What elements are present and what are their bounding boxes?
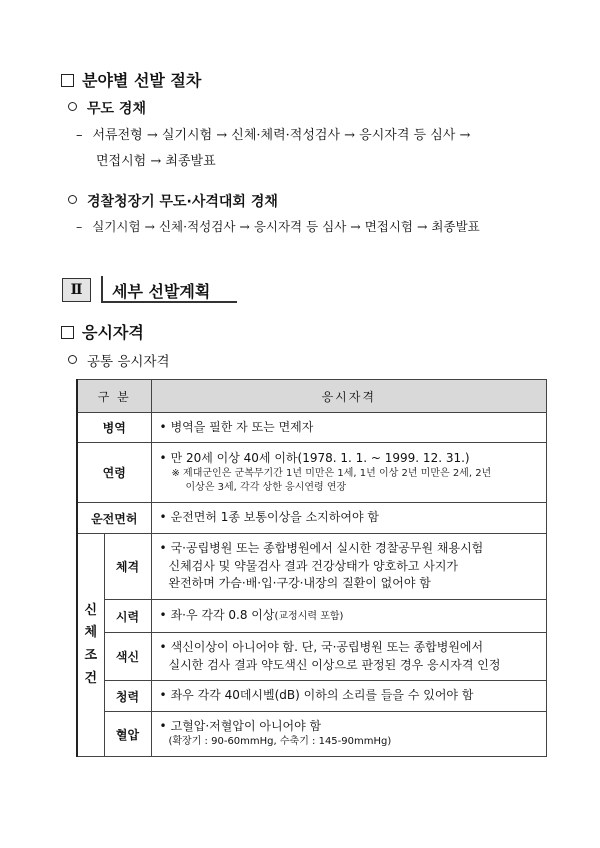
qualification-table <box>76 379 547 757</box>
subheading-common-qualification: 공통 응시자격 <box>68 350 170 370</box>
subheading-police-chief: 경찰청장기 무도·사격대회 경채 <box>68 191 278 211</box>
martial-flow-line1: – 서류전형 → 실기시험 → 신체·체력·적성검사 → 응시자격 등 심사 → <box>76 128 471 143</box>
row-label-military: 병역 <box>77 413 151 443</box>
table-row <box>77 681 547 712</box>
dash-bullet-icon: – <box>76 219 83 234</box>
section-heading-qualification: 응시자격 <box>61 320 144 343</box>
table-row <box>77 413 547 443</box>
police-chief-flow: – 실기시험 → 신체·적성검사 → 응시자격 등 심사 → 면접시험 → 최종발표 <box>76 219 480 234</box>
square-bullet-icon <box>61 74 74 87</box>
row-label-physique: 체격 <box>104 534 151 600</box>
section-title: 세부 선발계획 <box>112 282 211 301</box>
subheading-martial: 무도 경채 <box>68 98 146 118</box>
row-content-age: • 만 20세 이상 40세 이하(1978. 1. 1. ~ 1999. 12. 31.) ※ 제대군인은 군복무기간 1년 미만은 1세, 1년 이상 2년 미만은 2세, 2년 이상은 3세, 각각 상한 응시연령 연장 <box>151 443 547 503</box>
row-label-hearing: 청력 <box>104 681 151 712</box>
row-content-physique: • 국·공립병원 또는 종합병원에서 실시한 경찰공무원 채용시험 신체검사 및 약물검사 결과 건강상태가 양호하고 사지가 완전하며 가슴·배·입·구강·내장의 질환이 없어야 함 <box>151 534 547 600</box>
section-title-underline <box>101 301 237 303</box>
table-row <box>77 600 547 633</box>
table-row <box>77 534 547 600</box>
row-label-blood: 혈압 <box>104 712 151 757</box>
circle-bullet-icon <box>68 355 77 364</box>
row-label-license: 운전면허 <box>77 503 151 534</box>
section-number-badge: Ⅱ <box>62 278 91 302</box>
row-label-color: 색신 <box>104 633 151 681</box>
table-row <box>77 503 547 534</box>
table-header-row <box>77 380 547 413</box>
row-content-vision: • 좌·우 각각 0.8 이상(교정시력 포함) <box>151 600 547 633</box>
row-label-vision: 시력 <box>104 600 151 633</box>
square-bullet-icon <box>61 326 74 339</box>
row-content-hearing: • 좌우 각각 40데시벨(dB) 이하의 소리를 들을 수 있어야 함 <box>151 681 547 712</box>
row-content-color: • 색신이상이 아니어야 함. 단, 국·공립병원 또는 종합병원에서 실시한 검사 결과 약도색신 이상으로 판정된 경우 응시자격 인정 <box>151 633 547 681</box>
table-row <box>77 712 547 757</box>
row-content-blood: • 고혈압·저혈압이 아니어야 함 (확장기 : 90-60mmHg, 수축기 : 145-90mmHg) <box>151 712 547 757</box>
header-category: 구 분 <box>77 380 151 413</box>
table-row <box>77 443 547 503</box>
row-content-license: • 운전면허 1종 보통이상을 소지하여야 함 <box>151 503 547 534</box>
row-label-age: 연령 <box>77 443 151 503</box>
martial-flow-line2: 면접시험 → 최종발표 <box>96 154 216 169</box>
body-condition-group-label: 신 체 조 건 <box>77 534 104 757</box>
circle-bullet-icon <box>68 102 77 111</box>
header-content: 응시자격 <box>151 380 547 413</box>
circle-bullet-icon <box>68 195 77 204</box>
section-title-divider <box>101 276 103 302</box>
row-content-military: • 병역을 필한 자 또는 면제자 <box>151 413 547 443</box>
section-heading-selection-procedure: 분야별 선발 절차 <box>61 68 201 91</box>
table-row <box>77 633 547 681</box>
dash-bullet-icon: – <box>76 128 83 143</box>
